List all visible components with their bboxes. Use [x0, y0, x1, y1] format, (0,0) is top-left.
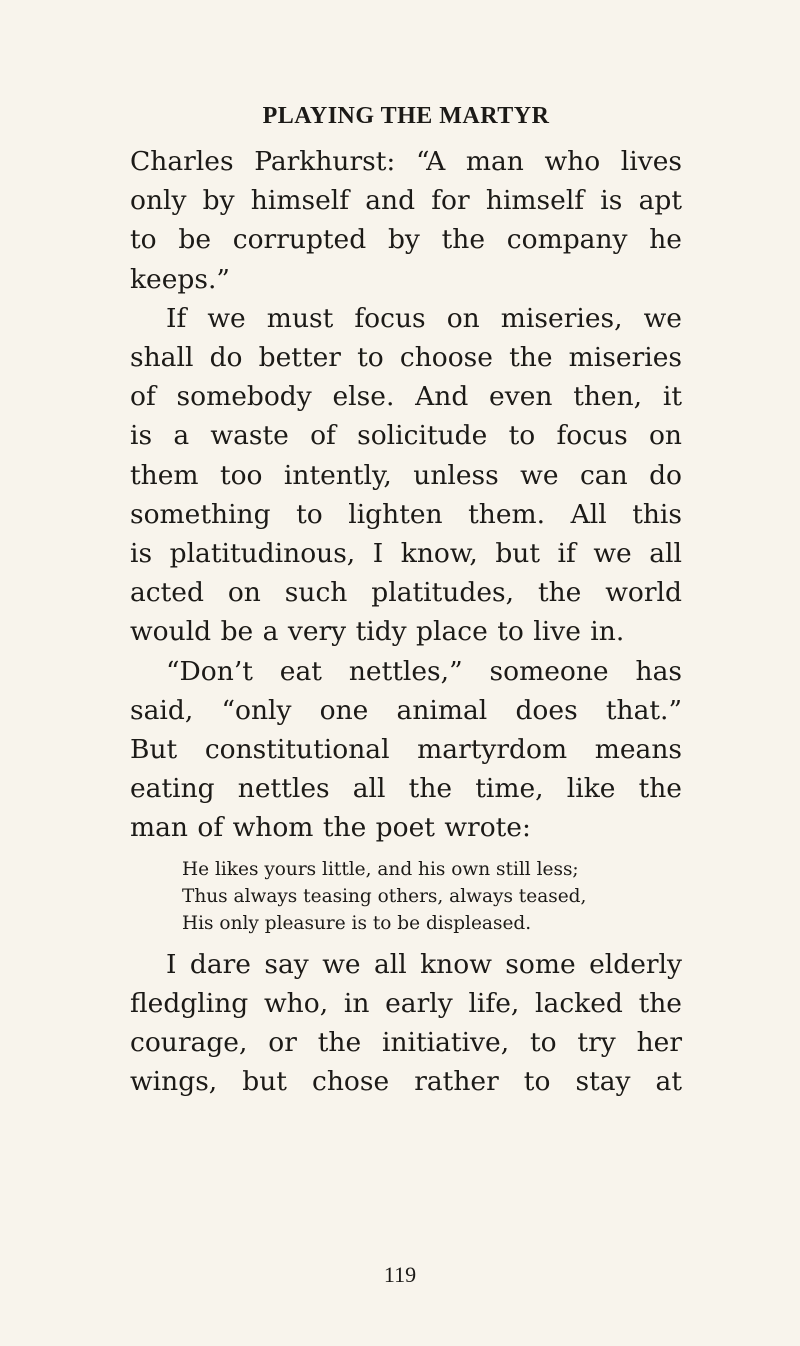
paragraph-2: [130, 299, 682, 652]
text-line: something to lighten them. All this: [130, 498, 682, 530]
verse-quotation: [182, 856, 682, 937]
text-line: fledgling who, in early life, lacked the: [130, 987, 682, 1019]
running-head: PLAYING THE MARTYR: [262, 103, 550, 129]
text-line: said, “only one animal does that.”: [130, 694, 682, 726]
text-line: courage, or the initiative, to try her: [130, 1027, 682, 1059]
text-line: shall do better to choose the miseries: [130, 342, 682, 374]
paragraph-4: [130, 945, 682, 1102]
text-line: wings, but chose rather to stay at: [130, 1066, 682, 1098]
text-line: “Don’t eat nettles,” someone has: [166, 655, 682, 687]
verse-line: His only pleasure is to be displeased.: [182, 912, 532, 934]
text-line: Charles Parkhurst: “A man who lives: [130, 146, 682, 177]
text-line: If we must focus on miseries, we: [166, 302, 682, 334]
text-line: only by himself and for himself is apt: [130, 185, 682, 217]
text-line: of somebody else. And even then, it: [130, 381, 682, 413]
text-line: But constitutional martyrdom means: [130, 734, 682, 766]
book-page: [130, 100, 682, 1101]
text-line: I dare say we all know some elderly: [166, 948, 682, 980]
text-line: is platitudinous, I know, but if we all: [130, 538, 682, 570]
paragraph-1: [130, 142, 682, 299]
text-line: them too intently, unless we can do: [130, 459, 682, 491]
text-line: is a waste of solicitude to focus on: [130, 420, 682, 452]
verse-line: Thus always teasing others, always teased,: [182, 885, 587, 907]
paragraph-3: [130, 652, 682, 848]
text-line: eating nettles all the time, like the: [130, 773, 682, 805]
verse-line: He likes yours little, and his own still less;: [182, 858, 579, 880]
text-line: would be a very tidy place to live in.: [130, 616, 625, 648]
text-line: man of whom the poet wrote:: [130, 812, 531, 844]
text-line: to be corrupted by the company he: [130, 224, 682, 256]
page-number: 119: [383, 1262, 417, 1287]
text-line: keeps.”: [130, 263, 230, 295]
text-line: acted on such platitudes, the world: [130, 577, 682, 609]
